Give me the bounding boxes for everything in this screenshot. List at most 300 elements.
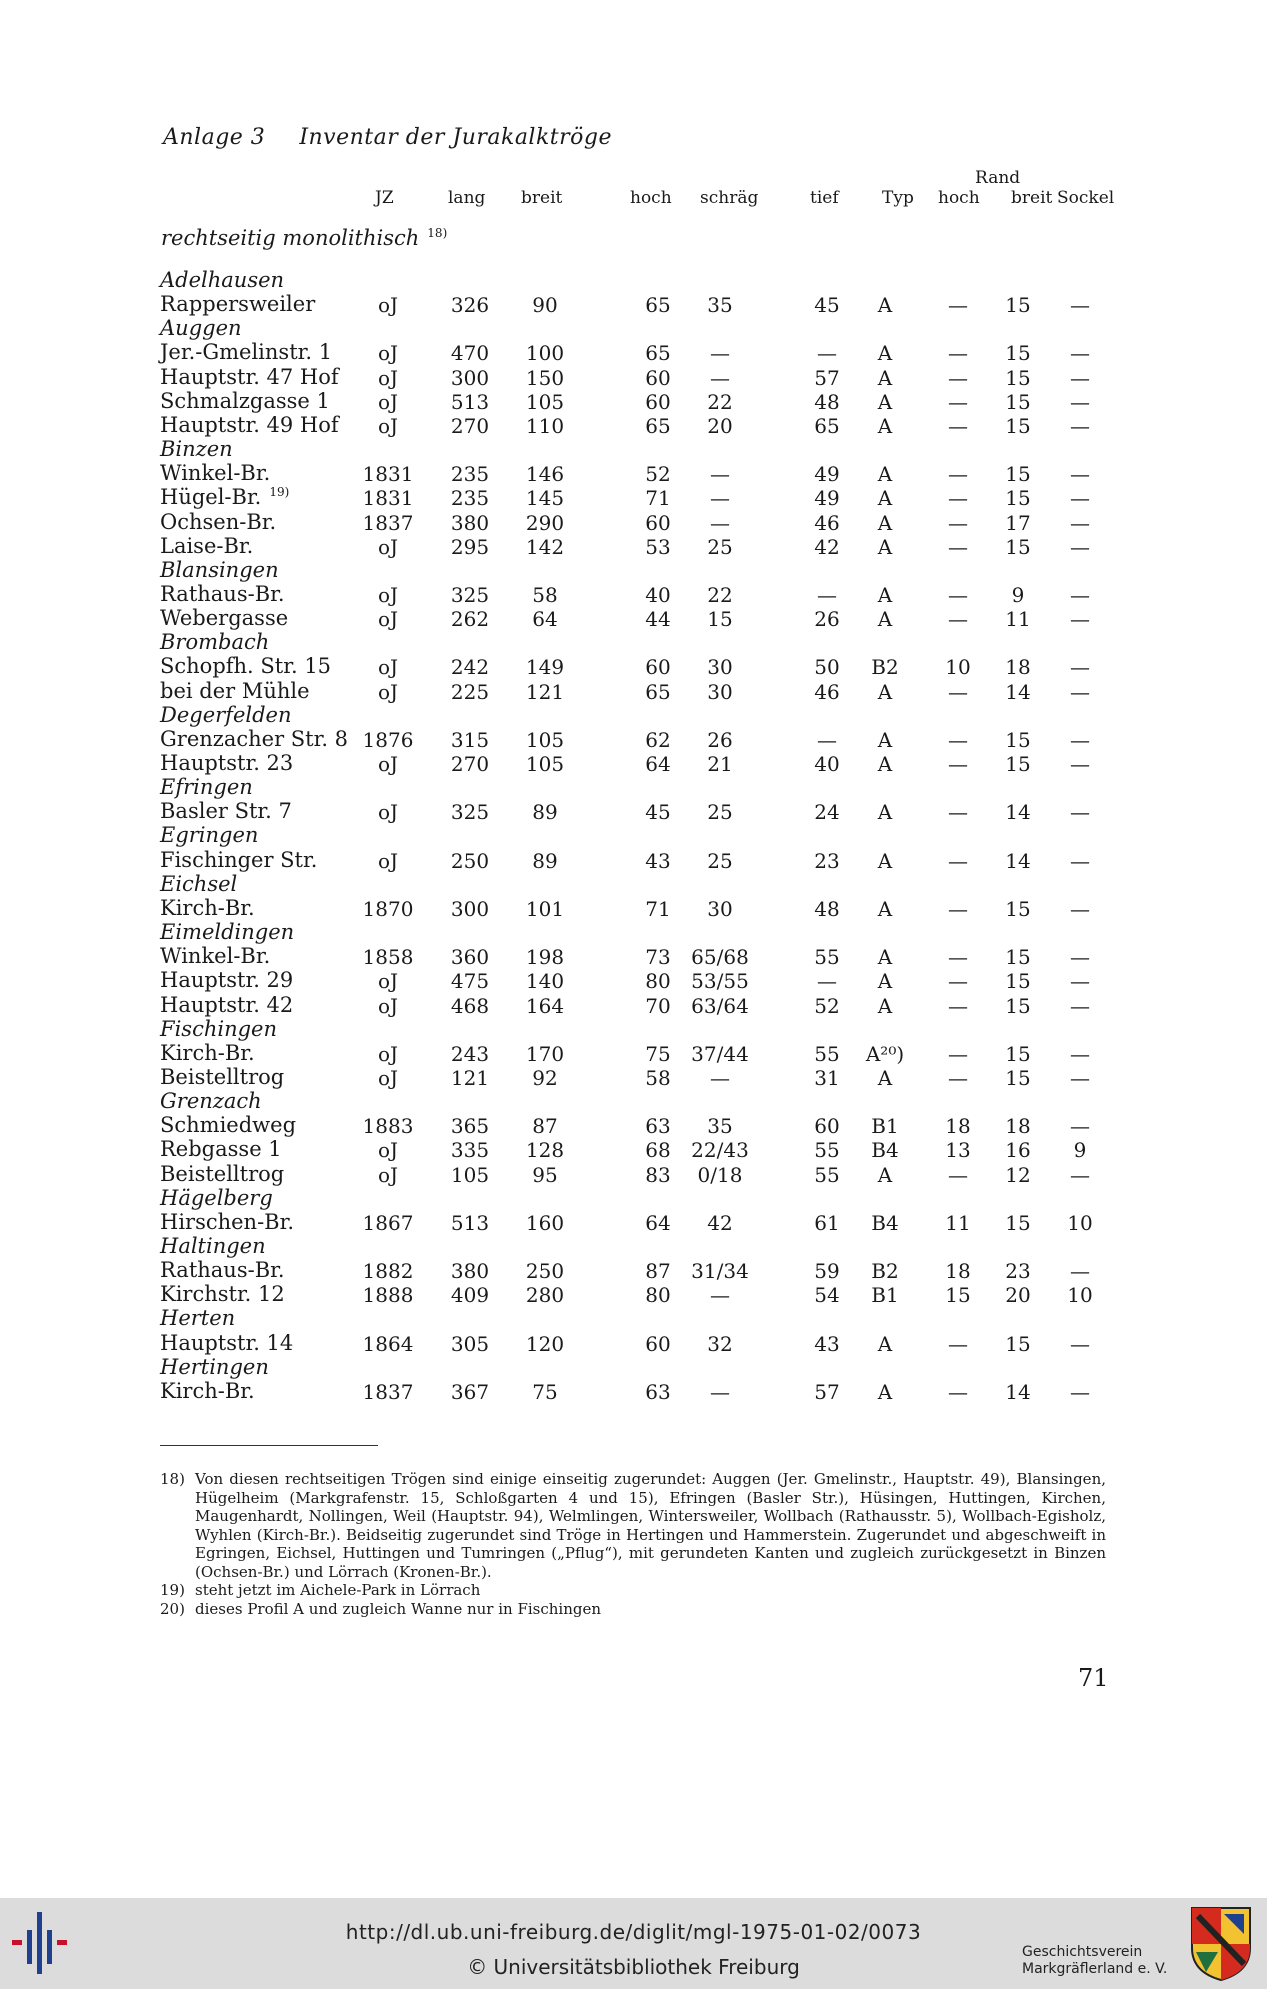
table-cell-jz: oJ: [377, 848, 399, 873]
place-heading: Egringen: [160, 823, 259, 848]
footnote: 20) dieses Profil A und zugleich Wanne nur in Fischingen: [160, 1599, 602, 1618]
place-heading: Herten: [160, 1306, 236, 1331]
table-cell-rb: 15: [1005, 462, 1031, 487]
table-cell-hoch: 52: [645, 462, 671, 487]
table-cell-hoch: 45: [645, 800, 671, 825]
coat-of-arms-icon: [1188, 1904, 1254, 1982]
table-cell-typ: A: [877, 607, 893, 632]
table-cell-schraeg: —: [710, 486, 730, 511]
table-cell-lang: 380: [450, 1259, 490, 1284]
table-cell-hoch: 44: [645, 607, 671, 632]
table-cell-jz: 1864: [362, 1331, 414, 1356]
table-cell-hoch: 60: [645, 510, 671, 535]
table-cell-hoch: 60: [645, 1331, 671, 1356]
table-cell-lang: 325: [450, 800, 490, 825]
table-cell-typ: B1: [871, 1114, 899, 1139]
table-cell-hoch: 80: [645, 1283, 671, 1308]
table-cell-schraeg: 37/44: [691, 1041, 749, 1066]
table-cell-lang: 380: [450, 510, 490, 535]
table-cell-breit: 95: [532, 1162, 558, 1187]
table-cell-rb: 9: [1011, 582, 1025, 607]
table-cell-tief: 24: [814, 800, 840, 825]
appendix-title: Inventar der Jurakalktröge: [299, 125, 613, 150]
table-cell-typ: A: [877, 582, 893, 607]
table-cell-lang: 121: [450, 1065, 490, 1090]
table-cell-lang: 315: [450, 727, 490, 752]
table-cell-tief: 65: [814, 413, 840, 438]
place-heading: Hertingen: [160, 1354, 269, 1379]
table-cell-schraeg: 15: [707, 607, 733, 632]
table-cell-rh: —: [948, 1041, 968, 1066]
table-cell-typ: A: [877, 534, 893, 559]
table-cell-schraeg: 35: [707, 1114, 733, 1139]
footnote: 18) Von diesen rechtseitigen Trögen sind einige einseitig zugerundet: Auggen (Jer. Gmelinstr., Hauptstr. 49), Blansingen, Hügelheim (Markgrafenstr. 15, Schloßgarten 4 und 15), Efringen (Basler Str.), Hüsingen, Huttingen, Kirchen, Maugenhardt, Nollingen, Weil (Hauptstr. 94), Welmlingen, Wintersweiler, Wollbach (Rathausstr. 5), Wollbach-Egisholz, Wyhlen (Kirch-Br.). Beidseitig zugerundet sind Tröge in Hertingen und Hammerstein. Zugerundet und abgeschweift in Egringen, Eichsel, Huttingen und Tumringen („Pflug“), mit gerundeten Kanten und zugleich zurückgesetzt in Binzen (Ochsen-Br.) und Lörrach (Kronen-Br.).: [160, 1470, 1106, 1581]
table-cell-rh: —: [948, 896, 968, 921]
table-cell-typ: A: [877, 945, 893, 970]
table-cell-rb: 15: [1005, 896, 1031, 921]
table-cell-rh: —: [948, 800, 968, 825]
table-cell-hoch: 62: [645, 727, 671, 752]
footnote: 19) steht jetzt im Aichele-Park in Lörrach: [160, 1581, 481, 1599]
table-cell-hoch: 43: [645, 848, 671, 873]
table-cell-schraeg: 32: [707, 1331, 733, 1356]
table-cell-breit: 105: [525, 727, 565, 752]
table-cell-tief: 31: [814, 1065, 840, 1090]
table-cell-breit: 110: [525, 413, 565, 438]
table-cell-rb: 15: [1005, 389, 1031, 414]
place-heading: Haltingen: [160, 1234, 266, 1258]
table-row-name: Schmiedweg: [160, 1113, 297, 1138]
table-cell-jz: 1870: [362, 896, 414, 921]
table-cell-hoch: 65: [645, 293, 671, 318]
table-cell-typ: A: [877, 969, 893, 994]
table-cell-lang: 468: [450, 993, 490, 1018]
table-cell-sockel: —: [1070, 679, 1090, 704]
table-cell-typ: A: [877, 679, 893, 704]
table-cell-breit: 146: [525, 462, 565, 487]
table-cell-sockel: —: [1070, 341, 1090, 366]
table-cell-hoch: 63: [645, 1379, 671, 1404]
table-cell-schraeg: 35: [707, 293, 733, 318]
table-cell-lang: 300: [450, 365, 490, 390]
table-cell-rb: 14: [1005, 848, 1031, 873]
table-cell-typ: A: [877, 293, 893, 318]
table-row-name: Kirch-Br.: [160, 895, 255, 920]
col-header-tief: tief: [810, 188, 839, 208]
table-cell-hoch: 68: [645, 1138, 671, 1163]
table-cell-sockel: 10: [1067, 1210, 1093, 1235]
table-cell-schraeg: 21: [707, 752, 733, 776]
table-cell-tief: 45: [814, 293, 840, 318]
table-cell-breit: 160: [525, 1210, 565, 1235]
table-cell-jz: oJ: [377, 1138, 399, 1163]
table-cell-rh: —: [948, 607, 968, 632]
table-cell-hoch: 65: [645, 341, 671, 366]
table-cell-jz: oJ: [377, 1065, 399, 1090]
table-cell-jz: oJ: [377, 582, 399, 607]
table-cell-schraeg: 30: [707, 679, 733, 704]
table-cell-rh: —: [948, 582, 968, 607]
table-cell-rh: —: [948, 389, 968, 414]
table-cell-rh: —: [948, 341, 968, 366]
table-cell-breit: 170: [525, 1041, 565, 1066]
place-heading: Blansingen: [160, 557, 279, 582]
table-cell-jz: oJ: [377, 679, 399, 704]
table-cell-breit: 92: [532, 1065, 558, 1090]
table-cell-sockel: —: [1070, 607, 1090, 632]
table-cell-rb: 12: [1005, 1162, 1031, 1187]
table-cell-jz: oJ: [377, 655, 399, 680]
place-heading: Hägelberg: [160, 1185, 273, 1210]
table-cell-tief: 42: [814, 534, 840, 559]
table-cell-hoch: 53: [645, 534, 671, 559]
table-row-name: Beistelltrog: [160, 1064, 285, 1089]
table-cell-typ: B1: [871, 1283, 899, 1308]
table-cell-rh: 18: [945, 1114, 971, 1139]
table-cell-rb: 16: [1005, 1138, 1031, 1163]
table-row-name: Rathaus-Br.: [160, 1258, 285, 1283]
col-header-breit: breit: [521, 188, 563, 208]
table-cell-rh: —: [948, 1065, 968, 1090]
table-cell-lang: 270: [450, 413, 490, 438]
table-cell-lang: 242: [450, 655, 490, 680]
table-cell-rh: —: [948, 1331, 968, 1356]
table-cell-sockel: —: [1070, 969, 1090, 994]
footnotes: [160, 1470, 1106, 1618]
table-row-name: Basler Str. 7: [160, 799, 292, 824]
table-cell-typ: A: [877, 1065, 893, 1090]
table-cell-schraeg: 63/64: [691, 993, 749, 1018]
table-row-name: Hauptstr. 29: [160, 968, 294, 993]
table-cell-rb: 23: [1005, 1259, 1031, 1284]
table-cell-tief: 46: [814, 510, 840, 535]
table-cell-tief: —: [817, 582, 837, 607]
table-cell-typ: A: [877, 1331, 893, 1356]
table-cell-jz: 1831: [362, 462, 414, 487]
table-cell-tief: 26: [814, 607, 840, 632]
table-cell-jz: oJ: [377, 607, 399, 632]
table-cell-rh: 10: [945, 655, 971, 680]
table-cell-breit: 89: [532, 800, 558, 825]
table-cell-breit: 64: [532, 607, 558, 632]
table-cell-typ: B4: [871, 1138, 899, 1163]
table-cell-breit: 290: [525, 510, 565, 535]
table-cell-sockel: —: [1070, 1379, 1090, 1404]
table-cell-jz: 1858: [362, 945, 414, 970]
table-row-name: Ochsen-Br.: [160, 509, 277, 534]
table-cell-breit: 100: [525, 341, 565, 366]
table-cell-breit: 89: [532, 848, 558, 873]
viewer-footer: [0, 1898, 1267, 1989]
table-cell-tief: 55: [814, 1162, 840, 1187]
table-cell-jz: oJ: [377, 800, 399, 825]
table-cell-tief: 60: [814, 1114, 840, 1139]
table-cell-sockel: —: [1070, 1065, 1090, 1090]
table-cell-rb: 18: [1005, 1114, 1031, 1139]
table-cell-rh: —: [948, 365, 968, 390]
table-cell-breit: 250: [525, 1259, 565, 1284]
table-cell-sockel: —: [1070, 582, 1090, 607]
table-cell-hoch: 60: [645, 365, 671, 390]
table-cell-sockel: —: [1070, 389, 1090, 414]
table-cell-tief: —: [817, 341, 837, 366]
place-heading: Eichsel: [160, 871, 238, 896]
table-cell-rb: 20: [1005, 1283, 1031, 1308]
table-cell-lang: 243: [450, 1041, 490, 1066]
table-cell-hoch: 60: [645, 655, 671, 680]
col-header-schraeg: schräg: [700, 188, 759, 208]
table-cell-rh: —: [948, 534, 968, 559]
table-cell-hoch: 71: [645, 896, 671, 921]
table-cell-lang: 326: [450, 293, 490, 318]
table-cell-schraeg: 25: [707, 800, 733, 825]
table-cell-sockel: —: [1070, 486, 1090, 511]
table-cell-sockel: —: [1070, 1331, 1090, 1356]
table-cell-lang: 262: [450, 607, 490, 632]
table-cell-lang: 513: [450, 1210, 490, 1235]
page-number: 71: [1078, 1664, 1109, 1692]
table-row-name: Fischinger Str.: [160, 847, 318, 872]
table-row-name: Kirch-Br.: [160, 1040, 255, 1065]
table-cell-hoch: 70: [645, 993, 671, 1018]
table-cell-typ: B4: [871, 1210, 899, 1235]
table-cell-typ: A: [877, 462, 893, 487]
table-cell-sockel: —: [1070, 896, 1090, 921]
table-cell-rh: —: [948, 413, 968, 438]
table-cell-breit: 87: [532, 1114, 558, 1139]
table-cell-schraeg: 53/55: [691, 969, 749, 994]
table-cell-schraeg: 42: [707, 1210, 733, 1235]
table-cell-hoch: 58: [645, 1065, 671, 1090]
table-cell-sockel: —: [1070, 800, 1090, 825]
table-row-name: Webergasse: [160, 606, 289, 631]
table-cell-tief: 61: [814, 1210, 840, 1235]
table-cell-breit: 90: [532, 293, 558, 318]
table-cell-tief: 48: [814, 389, 840, 414]
table-cell-breit: 149: [525, 655, 565, 680]
table-cell-rh: —: [948, 462, 968, 487]
table-cell-schraeg: 30: [707, 896, 733, 921]
table-cell-sockel: —: [1070, 752, 1090, 776]
table-cell-lang: 470: [450, 341, 490, 366]
table-cell-sockel: 10: [1067, 1283, 1093, 1308]
table-cell-jz: oJ: [377, 413, 399, 438]
table-cell-schraeg: 22/43: [691, 1138, 749, 1163]
table-cell-breit: 58: [532, 582, 558, 607]
page-heading: [163, 125, 612, 150]
table-cell-rb: 17: [1005, 510, 1031, 535]
document-url[interactable]: http://dl.ub.uni-freiburg.de/diglit/mgl-1975-01-02/0073: [345, 1920, 922, 1944]
table-cell-typ: A: [877, 389, 893, 414]
table-cell-hoch: 83: [645, 1162, 671, 1187]
table-cell-typ: B2: [871, 1259, 899, 1284]
table-cell-sockel: 9: [1073, 1138, 1087, 1163]
table-cell-sockel: —: [1070, 510, 1090, 535]
table-cell-rh: 11: [945, 1210, 971, 1235]
table-cell-breit: 75: [532, 1379, 558, 1404]
table-cell-rb: 15: [1005, 341, 1031, 366]
table-cell-rb: 15: [1005, 1210, 1031, 1235]
table-cell-tief: 50: [814, 655, 840, 680]
table-cell-breit: 128: [525, 1138, 565, 1163]
table-row-name: Hauptstr. 42: [160, 992, 294, 1017]
table-row-name: Rebgasse 1: [160, 1137, 282, 1162]
table-cell-schraeg: —: [710, 1065, 730, 1090]
table-cell-jz: oJ: [377, 341, 399, 366]
table-row-name: Schopfh. Str. 15: [160, 654, 332, 679]
table-cell-schraeg: —: [710, 462, 730, 487]
table-cell-typ: A: [877, 848, 893, 873]
table-cell-rh: —: [948, 993, 968, 1018]
section-title: rechtseitig monolithisch $^{18)}$: [161, 226, 448, 250]
table-cell-breit: 280: [525, 1283, 565, 1308]
place-heading: Binzen: [160, 437, 233, 462]
place-heading: Adelhausen: [160, 268, 285, 292]
table-cell-lang: 270: [450, 752, 490, 776]
table-cell-rb: 15: [1005, 486, 1031, 511]
table-row-name: Hauptstr. 14: [160, 1330, 294, 1355]
footnote-ref: 18): [427, 226, 448, 240]
table-cell-tief: 59: [814, 1259, 840, 1284]
table-cell-lang: 365: [450, 1114, 490, 1139]
table-cell-typ: A: [877, 341, 893, 366]
table-cell-lang: 300: [450, 896, 490, 921]
table-cell-tief: 40: [814, 752, 840, 776]
table-cell-hoch: 40: [645, 582, 671, 607]
table-cell-sockel: —: [1070, 848, 1090, 873]
table-cell-jz: 1837: [362, 1379, 414, 1404]
table-cell-rb: 15: [1005, 945, 1031, 970]
table-row-name: Hauptstr. 47 Hof: [160, 364, 339, 389]
table-cell-typ: A: [877, 486, 893, 511]
table-cell-rh: —: [948, 969, 968, 994]
table-row-name: Hirschen-Br.: [160, 1209, 295, 1234]
table-cell-hoch: 63: [645, 1114, 671, 1139]
table-cell-breit: 105: [525, 752, 565, 776]
place-heading: Brombach: [160, 630, 270, 655]
table-cell-lang: 325: [450, 582, 490, 607]
table-cell-lang: 105: [450, 1162, 490, 1187]
table-cell-sockel: —: [1070, 1259, 1090, 1284]
table-cell-hoch: 65: [645, 679, 671, 704]
table-cell-hoch: 75: [645, 1041, 671, 1066]
table-cell-hoch: 60: [645, 389, 671, 414]
table-cell-typ: A: [877, 365, 893, 390]
table-cell-jz: 1837: [362, 510, 414, 535]
table-cell-typ: A: [877, 413, 893, 438]
footnote-divider: [160, 1445, 378, 1446]
table-cell-schraeg: —: [710, 341, 730, 366]
table-cell-breit: 105: [525, 389, 565, 414]
table-cell-schraeg: —: [710, 365, 730, 390]
table-row-name: Beistelltrog: [160, 1161, 285, 1186]
table-cell-jz: oJ: [377, 1162, 399, 1187]
table-cell-hoch: 65: [645, 413, 671, 438]
table-cell-jz: 1831: [362, 486, 414, 511]
table-cell-jz: oJ: [377, 969, 399, 994]
table-cell-typ: A: [877, 752, 893, 776]
table-cell-schraeg: 22: [707, 389, 733, 414]
table-cell-schraeg: —: [710, 510, 730, 535]
table-cell-rb: 15: [1005, 293, 1031, 318]
table-cell-tief: 49: [814, 462, 840, 487]
table-cell-sockel: —: [1070, 993, 1090, 1018]
table-cell-tief: 49: [814, 486, 840, 511]
table-cell-breit: 145: [525, 486, 565, 511]
table-cell-rh: —: [948, 1379, 968, 1404]
table-cell-jz: oJ: [377, 534, 399, 559]
table-cell-lang: 235: [450, 486, 490, 511]
table-cell-tief: 52: [814, 993, 840, 1018]
table-row-name: Hügel-Br. $^{19)}$: [160, 485, 290, 510]
table-row-name: Kirch-Br.: [160, 1378, 255, 1403]
table-row-name: Hauptstr. 49 Hof: [160, 412, 339, 437]
table-cell-typ: A: [877, 896, 893, 921]
table-cell-tief: 48: [814, 896, 840, 921]
table-cell-breit: 121: [525, 679, 565, 704]
col-header-lang: lang: [448, 188, 486, 208]
table-cell-tief: 43: [814, 1331, 840, 1356]
table-cell-lang: 475: [450, 969, 490, 994]
table-cell-rb: 15: [1005, 413, 1031, 438]
table-cell-rh: —: [948, 752, 968, 776]
table-cell-rh: —: [948, 945, 968, 970]
table-cell-rb: 15: [1005, 534, 1031, 559]
footnote-ref: 19): [269, 485, 290, 500]
place-heading: Grenzach: [160, 1089, 262, 1114]
table-cell-jz: 1883: [362, 1114, 414, 1139]
table-cell-schraeg: 22: [707, 582, 733, 607]
table-row-name: Schmalzgasse 1: [160, 388, 330, 413]
table-cell-lang: 360: [450, 945, 490, 970]
table-cell-sockel: —: [1070, 293, 1090, 318]
table-cell-lang: 250: [450, 848, 490, 873]
col-header-rand-hoch: hoch: [938, 188, 980, 208]
table-cell-typ: A: [877, 510, 893, 535]
table-cell-breit: 198: [525, 945, 565, 970]
table-cell-sockel: —: [1070, 945, 1090, 970]
table-cell-sockel: —: [1070, 727, 1090, 752]
table-cell-rh: 13: [945, 1138, 971, 1163]
table-cell-hoch: 64: [645, 752, 671, 776]
table-cell-sockel: —: [1070, 413, 1090, 438]
table-cell-schraeg: —: [710, 1379, 730, 1404]
table-cell-tief: —: [817, 969, 837, 994]
table-cell-tief: 55: [814, 945, 840, 970]
table-cell-jz: 1882: [362, 1259, 414, 1284]
table-cell-rb: 15: [1005, 969, 1031, 994]
place-heading: Eimeldingen: [160, 920, 295, 945]
table-row-name: Laise-Br.: [160, 533, 254, 558]
table-cell-tief: 55: [814, 1041, 840, 1066]
table-cell-schraeg: 30: [707, 655, 733, 680]
table-cell-lang: 295: [450, 534, 490, 559]
appendix-label: Anlage 3: [163, 125, 266, 150]
table-cell-sockel: —: [1070, 365, 1090, 390]
table-row-name: Winkel-Br.: [160, 944, 271, 969]
place-heading: Auggen: [160, 316, 242, 341]
table-cell-tief: 57: [814, 1379, 840, 1404]
table-cell-rb: 14: [1005, 1379, 1031, 1404]
table-cell-schraeg: 20: [707, 413, 733, 438]
table-cell-jz: 1876: [362, 727, 414, 752]
table-row-name: Rathaus-Br.: [160, 581, 285, 606]
column-group-rand: Rand: [975, 168, 1021, 188]
table-cell-rb: 15: [1005, 1065, 1031, 1090]
col-header-sockel: Sockel: [1057, 188, 1115, 208]
table-cell-rb: 14: [1005, 679, 1031, 704]
table-cell-rb: 15: [1005, 365, 1031, 390]
